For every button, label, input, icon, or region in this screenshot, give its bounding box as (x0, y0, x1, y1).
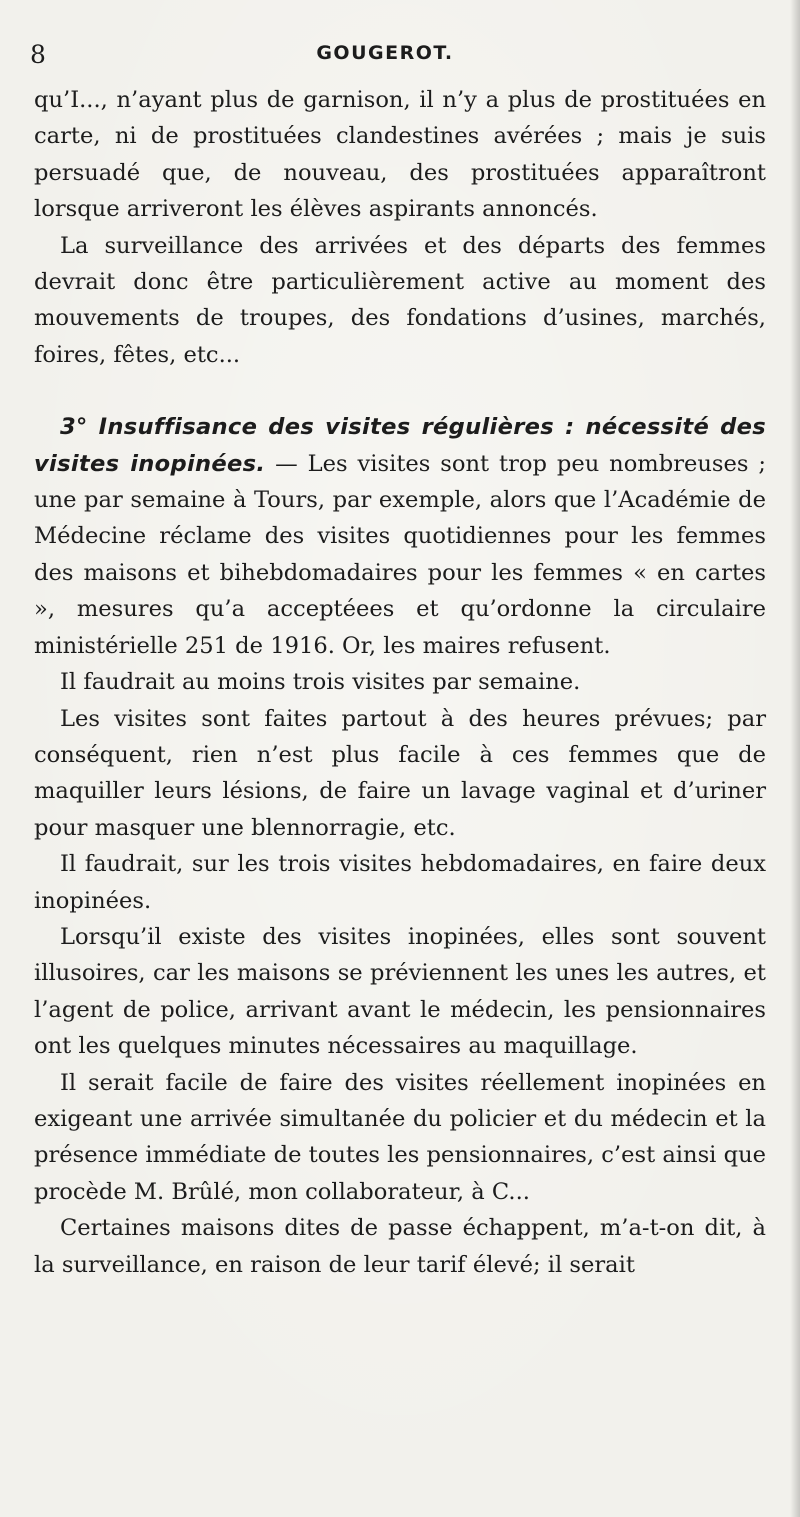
page-edge-shadow (790, 0, 800, 1517)
page-number: 8 (30, 40, 46, 69)
paragraph-7: Lorsqu’il existe des visites inopinées, elles sont souvent illusoires, car les maisons se préviennent les unes les autres, et l’agent de police, arrivant avant le médecin, les pensionnaires ont les quelques minutes nécessaires au maquillage. (34, 923, 766, 1060)
section-spacer (34, 373, 766, 409)
running-head: GOUGEROT. (316, 42, 454, 64)
paragraph-9: Certaines maisons dites de passe échappent, m’a-t-on dit, à la surveillance, en raison de leur tarif élevé; il serait (34, 1215, 766, 1278)
page-header (0, 34, 800, 74)
paragraph-3-text: — Les visites sont trop peu nombreuses ; une par semaine à Tours, par exemple, alors que l’Académie de Médecine réclame des visites quotidiennes pour les femmes des maisons et bihebdomadaires pour les femmes « en cartes », mesures qu’a acceptéees et qu’ordonne la circulaire ministérielle 251 de 1916. Or, les maires refusent. (34, 450, 766, 659)
body-text (34, 82, 766, 1283)
paragraph-8: Il serait facile de faire des visites réellement inopinées en exigeant une arrivée simultanée du policier et du médecin et la présence immédiate de toutes les pensionnaires, c’est ainsi que procède M. Brûlé, mon collaborateur, à C... (34, 1069, 766, 1205)
paragraph-3 (34, 409, 766, 664)
paragraph-1: qu’I..., n’ayant plus de garnison, il n’y a plus de prostituées en carte, ni de prostituées clandestines avérées ; mais je suis persuadé que, de nouveau, des prostituées apparaîtront lorsque arriveront les élèves aspirants annoncés. (34, 87, 766, 223)
paragraph-5: Les visites sont faites partout à des heures prévues; par conséquent, rien n’est plus facile à ces femmes que de maquiller leurs lésions, de faire un lavage vaginal et d’uriner pour masquer une blennorragie, etc. (34, 705, 766, 841)
paragraph-2: La surveillance des arrivées et des départs des femmes devrait donc être particulièrement active au moment des mouvements de troupes, des fondations d’usines, marchés, foires, fêtes, etc... (34, 232, 766, 368)
paragraph-6: Il faudrait, sur les trois visites hebdomadaires, en faire deux inopinées. (34, 851, 766, 914)
section-heading: 3° Insuffisance des visites régulières : nécessité des visites inopinées. (34, 414, 766, 477)
paragraph-4: Il faudrait au moins trois visites par semaine. (60, 669, 581, 696)
